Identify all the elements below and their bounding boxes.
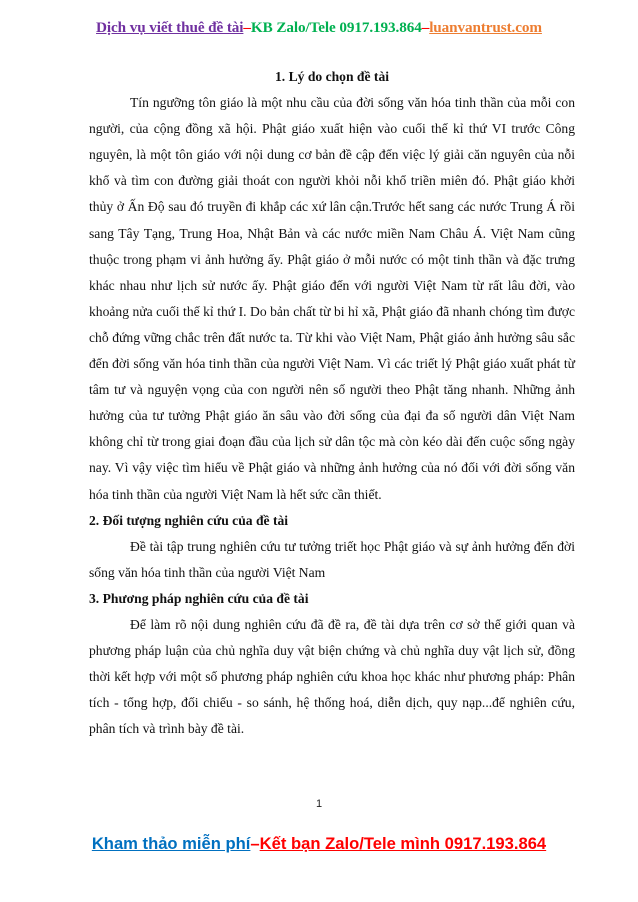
section-2-paragraph: Đề tài tập trung nghiên cứu tư tưởng triết học Phật giáo và sự ảnh hưởng đến đời sống văn hóa tinh thần của người Việt Nam: [89, 538, 575, 580]
header-separator: –: [421, 19, 430, 36]
footer-separator: –: [250, 834, 260, 853]
header-separator: –: [243, 19, 251, 36]
service-link[interactable]: Dịch vụ viết thuê đề tài: [96, 19, 244, 36]
section-3-paragraph: Để làm rõ nội dung nghiên cứu đã đề ra, đề tài dựa trên cơ sở thế giới quan và phương pháp luận của chủ nghĩa duy vật biện chứng và chủ nghĩa duy vật lịch sử, đồng thời kết hợp với một số phương pháp nghiên cứu khoa học khác như phương pháp: Phân tích - tổng hợp, đối chiếu - so sánh, hệ thống hoá, diễn dịch, quy nạp...để nghiên cứu, phân tích và trình bày đề tài.: [89, 616, 575, 737]
page-number: 1: [315, 798, 323, 810]
section-3-title: 3. Phương pháp nghiên cứu của đề tài: [89, 590, 309, 606]
section-2-title: 2. Đối tượng nghiên cứu của đề tài: [89, 512, 289, 528]
document-body: [89, 64, 575, 742]
header-banner: [0, 0, 638, 56]
footer-banner: [0, 824, 638, 864]
section-1-paragraph: Tín ngưỡng tôn giáo là một nhu cầu của đời sống văn hóa tinh thần của mỗi con người, của cộng đồng xã hội. Phật giáo xuất hiện vào cuối thế kỉ thứ VI trước Công nguyên, là một tôn giáo với nội dung cơ bản đề cập đến việc lý giải căn nguyên của nỗi khổ và tìm con đường giải thoát con người khỏi nỗi khổ triền miên đó. Phật giáo khởi thủy ở Ấn Độ sau đó truyền đi khắp các xứ lân cận.Trước hết sang các nước Trung Á rồi sang Tây Tạng, Trung Hoa, Nhật Bản và các nước miền Nam Châu Á. Việt Nam cũng thuộc trong phạm vi ảnh hưởng ấy. Phật giáo ở mỗi nước có một tinh thần và đặc trưng khác nhau như lịch sử nước ấy. Phật giáo đến với người Việt Nam từ rất lâu đời, vào khoảng nửa cuối thế kỉ thứ I. Do bản chất từ bi hỉ xã, Phật giáo đã nhanh chóng tìm được chỗ đứng vững chắc trên đất nước ta. Từ khi vào Việt Nam, Phật giáo ảnh hưởng sâu sắc đến đời sống văn hóa tinh thần của người Việt Nam. Vì các triết lý Phật giáo xuất phát từ tâm tư và nguyện vọng của con người nên số người theo Phật tăng nhanh. Những ảnh hưởng của tư tưởng Phật giáo ăn sâu vào đời sống của đại đa số người dân Việt Nam không chỉ từ trong giai đoạn đầu của lịch sử dân tộc mà còn kéo dài đến cuộc sống ngày nay. Vì vậy việc tìm hiểu về Phật giáo và những ảnh hưởng của nó đối với đời sống văn hóa tinh thần của người Việt Nam là hết sức cần thiết.: [89, 95, 575, 502]
header-contact: KB Zalo/Tele 0917.193.864: [250, 19, 422, 36]
footer-invite-link[interactable]: Kham thảo miễn phí: [91, 834, 251, 853]
footer-contact-link[interactable]: Kết bạn Zalo/Tele mình 0917.193.864: [259, 834, 547, 853]
section-1-title: 1. Lý do chọn đề tài: [274, 69, 390, 84]
website-link[interactable]: luanvantrust.com: [429, 19, 542, 36]
